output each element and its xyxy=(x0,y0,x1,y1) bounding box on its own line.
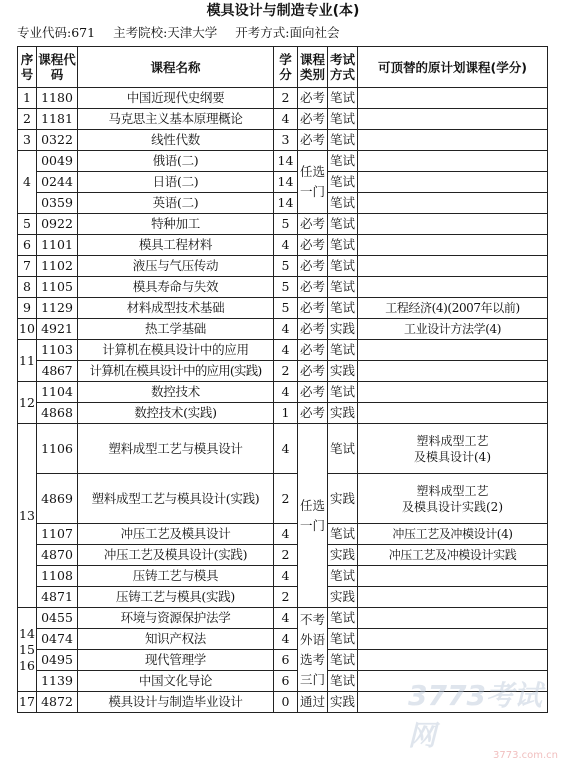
cell-code: 1108 xyxy=(37,566,78,587)
cell-alt xyxy=(358,474,548,524)
cell-seq: 2 xyxy=(18,109,37,130)
cell-name: 俄语(二) xyxy=(78,151,274,172)
cell-name: 塑料成型工艺与模具设计(实践) xyxy=(78,474,274,524)
cell-code: 0049 xyxy=(37,151,78,172)
cell-category: 必考 xyxy=(298,382,328,403)
cell-credit: 1 xyxy=(274,403,298,424)
cell-exam: 笔试 xyxy=(328,424,358,474)
cell-credit: 14 xyxy=(274,193,298,214)
cell-exam: 笔试 xyxy=(328,109,358,130)
cell-category: 任选一门 xyxy=(298,424,328,608)
cell-name: 热工学基础 xyxy=(78,319,274,340)
table-header-row xyxy=(18,47,548,88)
table-row xyxy=(18,474,548,524)
table-row xyxy=(18,587,548,608)
cell-exam: 实践 xyxy=(328,587,358,608)
cell-code: 4868 xyxy=(37,403,78,424)
table-row xyxy=(18,109,548,130)
cell-exam: 笔试 xyxy=(328,130,358,151)
cell-category: 必考 xyxy=(298,277,328,298)
cell-alt xyxy=(358,692,548,713)
cell-credit: 4 xyxy=(274,424,298,474)
alt-line: 及模具设计(4) xyxy=(414,449,491,464)
seq-line: 16 xyxy=(19,657,35,673)
cell-alt xyxy=(358,424,548,474)
cell-seq: 11 xyxy=(18,340,37,382)
cell-code: 1129 xyxy=(37,298,78,319)
cell-credit: 0 xyxy=(274,692,298,713)
cell-name: 数控技术 xyxy=(78,382,274,403)
cell-code: 1102 xyxy=(37,256,78,277)
cell-name: 冲压工艺及模具设计 xyxy=(78,524,274,545)
cell-name: 模具工程材料 xyxy=(78,235,274,256)
table-row xyxy=(18,151,548,172)
cell-category: 必考 xyxy=(298,109,328,130)
cell-alt xyxy=(358,587,548,608)
cell-code: 1181 xyxy=(37,109,78,130)
table-row xyxy=(18,671,548,692)
cell-credit: 5 xyxy=(274,277,298,298)
cell-alt xyxy=(358,277,548,298)
cell-exam: 实践 xyxy=(328,403,358,424)
cell-seq: 5 xyxy=(18,214,37,235)
seq-line: 15 xyxy=(19,641,35,657)
cell-alt xyxy=(358,109,548,130)
cell-seq: 3 xyxy=(18,130,37,151)
cell-name: 冲压工艺及模具设计(实践) xyxy=(78,545,274,566)
cell-name: 数控技术(实践) xyxy=(78,403,274,424)
cell-name: 压铸工艺与模具 xyxy=(78,566,274,587)
cell-seq: 7 xyxy=(18,256,37,277)
cell-exam: 笔试 xyxy=(328,671,358,692)
cell-exam: 实践 xyxy=(328,319,358,340)
cell-seq: 12 xyxy=(18,382,37,424)
cell-code: 4872 xyxy=(37,692,78,713)
cell-exam: 笔试 xyxy=(328,382,358,403)
cell-name: 知识产权法 xyxy=(78,629,274,650)
table-row xyxy=(18,235,548,256)
cell-name: 模具寿命与失效 xyxy=(78,277,274,298)
cell-code: 1107 xyxy=(37,524,78,545)
cell-seq: 8 xyxy=(18,277,37,298)
cell-alt xyxy=(358,566,548,587)
cell-category: 必考 xyxy=(298,340,328,361)
cell-alt xyxy=(358,88,548,109)
cell-alt xyxy=(358,629,548,650)
cell-credit: 5 xyxy=(274,256,298,277)
cell-seq: 4 xyxy=(18,151,37,214)
table-row xyxy=(18,277,548,298)
alt-line: 及模具设计实践(2) xyxy=(402,499,503,514)
cell-category: 必考 xyxy=(298,298,328,319)
cell-category: 必考 xyxy=(298,361,328,382)
cell-name: 材料成型技术基础 xyxy=(78,298,274,319)
cell-credit: 4 xyxy=(274,629,298,650)
cell-alt xyxy=(358,671,548,692)
cell-name: 英语(二) xyxy=(78,193,274,214)
table-row xyxy=(18,650,548,671)
cell-alt xyxy=(358,361,548,382)
cell-exam: 笔试 xyxy=(328,214,358,235)
exam-school: 主考院校:天津大学 xyxy=(113,25,218,40)
cell-exam: 实践 xyxy=(328,545,358,566)
header-name: 课程名称 xyxy=(78,47,274,88)
cell-code: 1101 xyxy=(37,235,78,256)
cell-name: 现代管理学 xyxy=(78,650,274,671)
cell-category: 任选一门 xyxy=(298,151,328,214)
cell-credit: 4 xyxy=(274,382,298,403)
cell-credit: 5 xyxy=(274,298,298,319)
cell-code: 4870 xyxy=(37,545,78,566)
cell-exam: 实践 xyxy=(328,692,358,713)
cell-alt xyxy=(358,650,548,671)
cell-code: 1103 xyxy=(37,340,78,361)
cell-exam: 笔试 xyxy=(328,277,358,298)
cell-exam: 笔试 xyxy=(328,151,358,172)
cell-exam: 笔试 xyxy=(328,172,358,193)
watermark-main: 3773考试网 xyxy=(408,679,542,752)
table-row xyxy=(18,545,548,566)
header-code: 课程代码 xyxy=(37,47,78,88)
cell-seq xyxy=(18,608,37,692)
cell-alt xyxy=(358,235,548,256)
cell-alt xyxy=(358,130,548,151)
cell-code: 4921 xyxy=(37,319,78,340)
cell-credit: 6 xyxy=(274,671,298,692)
cell-credit: 4 xyxy=(274,524,298,545)
cell-name: 线性代数 xyxy=(78,130,274,151)
table-row xyxy=(18,172,548,193)
cell-exam: 笔试 xyxy=(328,608,358,629)
table-row xyxy=(18,403,548,424)
cell-credit: 6 xyxy=(274,650,298,671)
cell-exam: 笔试 xyxy=(328,88,358,109)
cell-alt xyxy=(358,193,548,214)
table-row xyxy=(18,88,548,109)
cell-name: 压铸工艺与模具(实践) xyxy=(78,587,274,608)
cell-category: 必考 xyxy=(298,235,328,256)
table-row xyxy=(18,193,548,214)
cell-name: 特种加工 xyxy=(78,214,274,235)
cell-alt xyxy=(358,172,548,193)
cell-code: 1106 xyxy=(37,424,78,474)
course-table xyxy=(17,46,548,713)
cell-credit: 2 xyxy=(274,88,298,109)
table-row xyxy=(18,566,548,587)
cell-exam: 笔试 xyxy=(328,193,358,214)
cell-credit: 3 xyxy=(274,130,298,151)
cell-alt: 工程经济(4)(2007年以前) xyxy=(358,298,548,319)
cell-code: 0922 xyxy=(37,214,78,235)
alt-line: 塑料成型工艺 xyxy=(416,433,489,448)
cell-category: 通过 xyxy=(298,692,328,713)
table-row xyxy=(18,629,548,650)
table-row xyxy=(18,424,548,474)
cell-category: 必考 xyxy=(298,88,328,109)
program-code: 专业代码:671 xyxy=(17,25,96,40)
cell-category: 必考 xyxy=(298,256,328,277)
table-row xyxy=(18,608,548,629)
cell-code: 1105 xyxy=(37,277,78,298)
cell-alt: 工业设计方法学(4) xyxy=(358,319,548,340)
cell-name: 环境与资源保护法学 xyxy=(78,608,274,629)
cell-category: 必考 xyxy=(298,319,328,340)
cell-alt: 冲压工艺及冲模设计(4) xyxy=(358,524,548,545)
cell-exam: 笔试 xyxy=(328,340,358,361)
cell-credit: 14 xyxy=(274,151,298,172)
cell-category: 必考 xyxy=(298,403,328,424)
cell-name: 液压与气压传动 xyxy=(78,256,274,277)
table-row xyxy=(18,298,548,319)
cell-credit: 4 xyxy=(274,608,298,629)
cell-code: 4871 xyxy=(37,587,78,608)
table-row xyxy=(18,382,548,403)
cell-code: 4867 xyxy=(37,361,78,382)
cell-alt: 冲压工艺及冲模设计实践 xyxy=(358,545,548,566)
cell-alt xyxy=(358,403,548,424)
cell-exam: 笔试 xyxy=(328,650,358,671)
cell-seq: 1 xyxy=(18,88,37,109)
table-row xyxy=(18,524,548,545)
header-seq: 序号 xyxy=(18,47,37,88)
cell-seq: 6 xyxy=(18,235,37,256)
header-category: 课程类别 xyxy=(298,47,328,88)
cell-code: 0495 xyxy=(37,650,78,671)
cell-code: 0244 xyxy=(37,172,78,193)
cell-alt xyxy=(358,608,548,629)
cell-credit: 4 xyxy=(274,340,298,361)
cell-name: 计算机在模具设计中的应用 xyxy=(78,340,274,361)
exam-mode: 开考方式:面向社会 xyxy=(235,25,340,40)
cell-credit: 14 xyxy=(274,172,298,193)
watermark-sub: 3773.com.cn xyxy=(493,750,558,761)
cell-exam: 笔试 xyxy=(328,298,358,319)
cell-seq: 17 xyxy=(18,692,37,713)
cell-category: 必考 xyxy=(298,214,328,235)
cell-name: 中国文化导论 xyxy=(78,671,274,692)
table-row xyxy=(18,340,548,361)
cell-credit: 4 xyxy=(274,235,298,256)
table-row xyxy=(18,361,548,382)
cell-code: 0455 xyxy=(37,608,78,629)
cell-credit: 4 xyxy=(274,566,298,587)
cell-code: 4869 xyxy=(37,474,78,524)
cell-credit: 5 xyxy=(274,214,298,235)
cell-name: 计算机在模具设计中的应用(实践) xyxy=(78,361,274,382)
program-info xyxy=(17,25,353,41)
cell-exam: 笔试 xyxy=(328,524,358,545)
seq-line: 14 xyxy=(19,625,35,641)
cell-alt xyxy=(358,382,548,403)
table-row xyxy=(18,692,548,713)
cell-code: 1104 xyxy=(37,382,78,403)
cell-code: 1180 xyxy=(37,88,78,109)
cell-credit: 2 xyxy=(274,361,298,382)
cell-category: 不考外语选考三门 xyxy=(298,608,328,692)
header-alt: 可顶替的原计划课程(学分) xyxy=(358,47,548,88)
cell-credit: 2 xyxy=(274,587,298,608)
cell-exam: 笔试 xyxy=(328,629,358,650)
cell-credit: 4 xyxy=(274,109,298,130)
header-credit: 学分 xyxy=(274,47,298,88)
cell-code: 1139 xyxy=(37,671,78,692)
cell-exam: 笔试 xyxy=(328,566,358,587)
cell-exam: 实践 xyxy=(328,361,358,382)
cell-alt xyxy=(358,214,548,235)
cell-credit: 2 xyxy=(274,545,298,566)
cell-credit: 4 xyxy=(274,319,298,340)
cell-name: 马克思主义基本原理概论 xyxy=(78,109,274,130)
cell-code: 0474 xyxy=(37,629,78,650)
cell-exam: 笔试 xyxy=(328,235,358,256)
cell-code: 0359 xyxy=(37,193,78,214)
cell-alt xyxy=(358,340,548,361)
page-title: 模具设计与制造专业(本) xyxy=(206,3,360,19)
cell-exam: 笔试 xyxy=(328,256,358,277)
cell-alt xyxy=(358,256,548,277)
cell-name: 塑料成型工艺与模具设计 xyxy=(78,424,274,474)
table-row xyxy=(18,214,548,235)
header-exam: 考试方式 xyxy=(328,47,358,88)
table-row xyxy=(18,256,548,277)
cell-alt xyxy=(358,151,548,172)
cell-seq: 10 xyxy=(18,319,37,340)
alt-line: 塑料成型工艺 xyxy=(416,483,489,498)
table-row xyxy=(18,130,548,151)
table-row xyxy=(18,319,548,340)
cell-name: 中国近现代史纲要 xyxy=(78,88,274,109)
cell-seq: 13 xyxy=(18,424,37,608)
cell-name: 模具设计与制造毕业设计 xyxy=(78,692,274,713)
cell-name: 日语(二) xyxy=(78,172,274,193)
cell-exam: 实践 xyxy=(328,474,358,524)
cell-seq: 9 xyxy=(18,298,37,319)
cell-credit: 2 xyxy=(274,474,298,524)
cell-category: 必考 xyxy=(298,130,328,151)
cell-code: 0322 xyxy=(37,130,78,151)
